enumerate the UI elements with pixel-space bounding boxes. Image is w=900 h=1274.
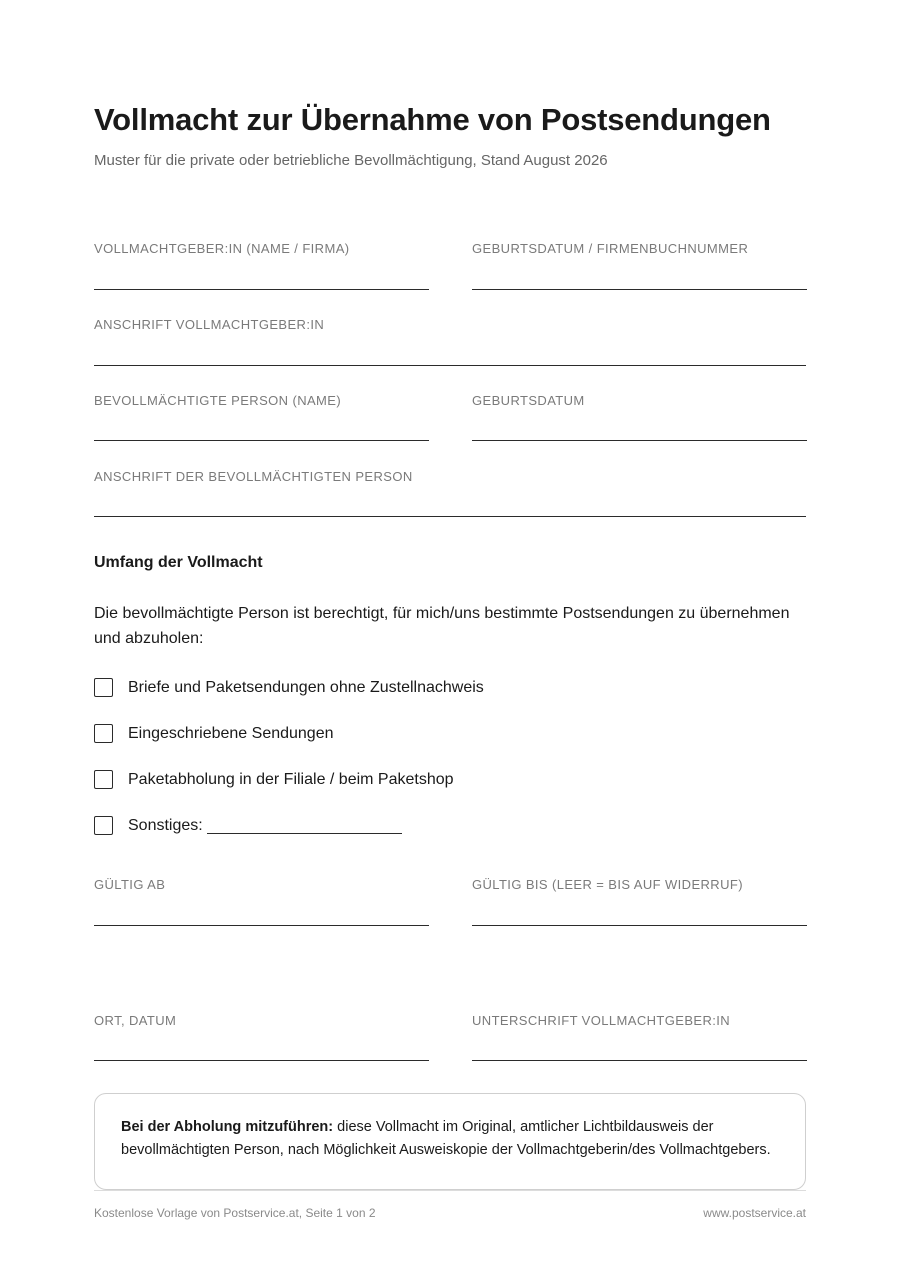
grantor-address-field[interactable] <box>94 365 806 366</box>
checkbox-pickup[interactable] <box>94 770 113 789</box>
proxy-address-label: ANSCHRIFT DER BEVOLLMÄCHTIGTEN PERSON <box>94 469 413 484</box>
scope-option-pickup[interactable] <box>94 770 454 789</box>
pickup-note-text: diese Vollmacht im Original, amtlicher Lichtbildausweis der bevollmächtigten Person, nach Möglichkeit Ausweiskopie der Vollmachtgeberin/des Vollmachtgebers. <box>121 1119 771 1158</box>
checkbox-other-label <box>128 817 402 835</box>
proxy-name-field[interactable] <box>94 440 429 441</box>
scope-heading: Umfang der Vollmacht <box>94 554 263 571</box>
signature-label: UNTERSCHRIFT VOLLMACHTGEBER:IN <box>472 1013 731 1028</box>
pickup-note <box>94 1093 806 1190</box>
valid-until-field[interactable] <box>472 925 807 926</box>
proxy-name-label: BEVOLLMÄCHTIGTE PERSON (NAME) <box>94 393 342 408</box>
checkbox-other[interactable] <box>94 816 113 835</box>
document-subtitle: Muster für die private oder betriebliche Bevollmächtigung, Stand August 2026 <box>94 152 608 169</box>
grantor-name-label: VOLLMACHTGEBER:IN (NAME / FIRMA) <box>94 241 350 256</box>
checkbox-registered[interactable] <box>94 724 113 743</box>
grantor-birth-registry-label: GEBURTSDATUM / FIRMENBUCHNUMMER <box>472 241 749 256</box>
proxy-birthdate-label: GEBURTSDATUM <box>472 393 585 408</box>
place-date-label: ORT, DATUM <box>94 1013 177 1028</box>
grantor-address-label: ANSCHRIFT VOLLMACHTGEBER:IN <box>94 317 325 332</box>
scope-option-registered[interactable] <box>94 724 334 743</box>
grantor-name-field[interactable] <box>94 289 429 290</box>
other-input-line[interactable] <box>207 833 402 834</box>
scope-intro: Die bevollmächtigte Person ist berechtigt, für mich/uns bestimmte Postsendungen zu übernehmen und abzuholen: <box>94 605 790 647</box>
checkbox-pickup-label: Paketabholung in der Filiale / beim Paketshop <box>128 770 454 788</box>
proxy-address-field[interactable] <box>94 516 806 517</box>
pickup-note-heading: Bei der Abholung mitzuführen: <box>121 1119 334 1135</box>
checkbox-registered-label: Eingeschriebene Sendungen <box>128 724 334 742</box>
document-title: Vollmacht zur Übernahme von Postsendungen <box>94 102 771 137</box>
place-date-field[interactable] <box>94 1060 429 1061</box>
footer-source: Kostenlose Vorlage von Postservice.at, Seite 1 von 2 <box>94 1206 376 1220</box>
checkbox-letters[interactable] <box>94 678 113 697</box>
valid-until-label: GÜLTIG BIS (LEER = BIS AUF WIDERRUF) <box>472 877 743 892</box>
scope-option-other[interactable] <box>94 816 402 835</box>
grantor-birth-registry-field[interactable] <box>472 289 807 290</box>
valid-from-field[interactable] <box>94 925 429 926</box>
checkbox-other-text: Sonstiges: <box>128 816 203 834</box>
checkbox-letters-label: Briefe und Paketsendungen ohne Zustellnachweis <box>128 678 484 696</box>
proxy-birthdate-field[interactable] <box>472 440 807 441</box>
footer-divider <box>94 1190 806 1191</box>
scope-option-letters[interactable] <box>94 678 484 697</box>
signature-field[interactable] <box>472 1060 807 1061</box>
footer-website: www.postservice.at <box>703 1206 806 1220</box>
valid-from-label: GÜLTIG AB <box>94 877 166 892</box>
